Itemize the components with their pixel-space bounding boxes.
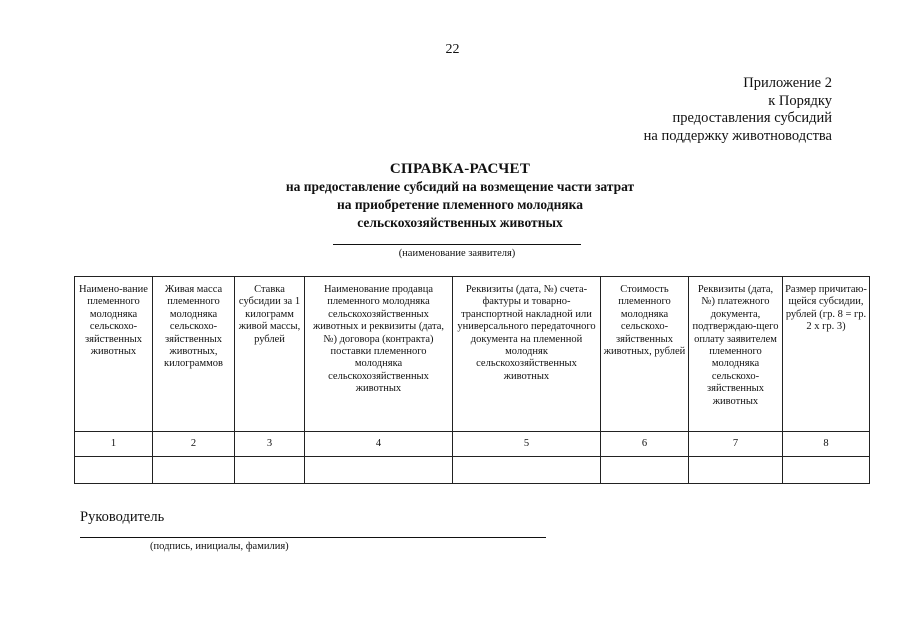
appendix-reference [644,75,832,145]
header-cell-2: Живая масса племенного молодняка сельскохо-зяйственных животных, килограммов [153,277,235,432]
title-line-3: сельскохозяйственных животных [357,215,563,230]
empty-cell [305,457,453,484]
empty-cell [235,457,305,484]
header-cell-7: Реквизиты (дата, №) платежного документа, подтверждаю-щего оплату заявителем племенного молодняка сельскохо-зяйственных животных [689,277,783,432]
head-label: Руководитель [80,509,165,525]
column-number: 4 [305,432,453,457]
applicant-caption: (наименование заявителя) [398,248,516,259]
column-number: 7 [689,432,783,457]
header-cell-3: Ставка субсидии за 1 килограмм живой массы, рублей [235,277,305,432]
header-cell-1: Наимено-вание племенного молодняка сельскохо-зяйственных животных [75,277,153,432]
document-title [160,160,760,232]
signature-caption: (подпись, инициалы, фамилия) [150,541,289,552]
empty-cell [75,457,153,484]
table-row [75,457,870,484]
empty-cell [453,457,601,484]
header-cell-8: Размер причитаю-щейся субсидии, рублей (гр. 8 = гр. 2 х гр. 3) [783,277,870,432]
table-header-row [75,277,870,432]
title-main: СПРАВКА-РАСЧЕТ [389,161,531,177]
signature-line [80,537,546,538]
column-number: 2 [153,432,235,457]
empty-cell [153,457,235,484]
column-number: 3 [235,432,305,457]
empty-cell [783,457,870,484]
column-number: 6 [601,432,689,457]
header-cell-5: Реквизиты (дата, №) счета-фактуры и товарно-транспортной накладной или универсального передаточного документа на племенной молодняк сельскохозяйственных животных [453,277,601,432]
empty-cell [689,457,783,484]
appendix-line-3: предоставления субсидий [672,110,832,126]
column-number: 8 [783,432,870,457]
column-number-row [75,432,870,457]
header-cell-4: Наименование продавца племенного молодняка сельскохозяйственных животных и реквизиты (дата, №) договора (контракта) поставки племенного молодняка сельскохозяйственных животных [305,277,453,432]
calculation-table [74,276,870,484]
title-line-1: на предоставление субсидий на возмещение части затрат [285,179,635,194]
empty-cell [601,457,689,484]
appendix-line-4: на поддержку животноводства [643,127,832,144]
appendix-line-2: к Порядку [768,92,832,109]
title-line-2: на приобретение племенного молодняка [336,197,584,212]
column-number: 5 [453,432,601,457]
page-number: 22 [445,42,460,57]
column-number: 1 [75,432,153,457]
appendix-line-1: Приложение 2 [743,75,832,91]
applicant-name-line [333,244,581,245]
header-cell-6: Стоимость племенного молодняка сельскохо-зяйственных животных, рублей [601,277,689,432]
